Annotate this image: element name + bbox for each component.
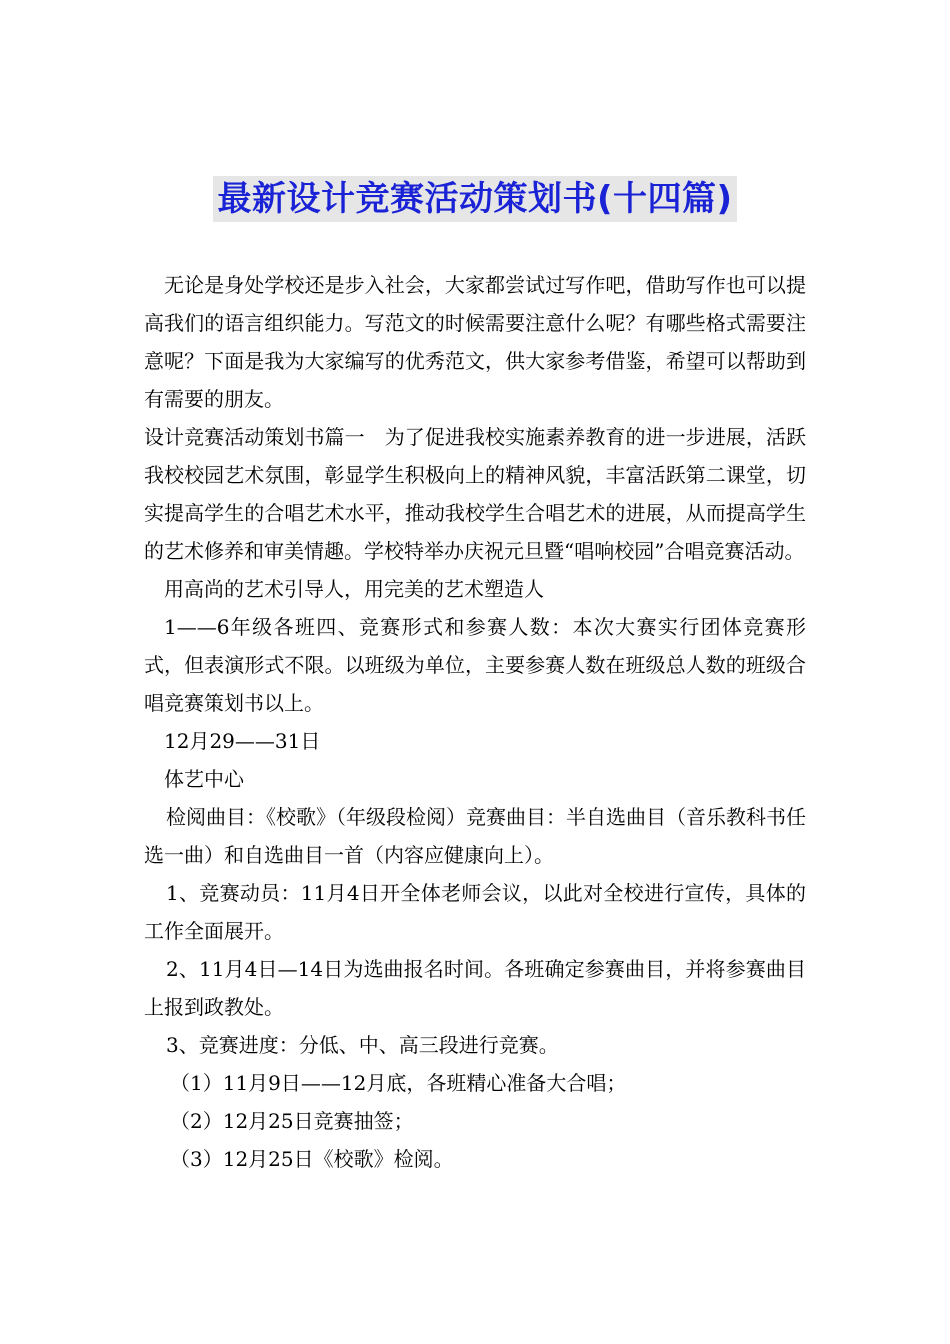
step-three-paragraph: 3、竞赛进度：分低、中、高三段进行竞赛。 <box>166 1033 559 1057</box>
intro-paragraph: 无论是身处学校还是步入社会，大家都尝试过写作吧，借助写作也可以提高我们的语言组织能力。写范文的时候需要注意什么呢？有哪些格式需要注意呢？下面是我为大家编写的优秀范文，供大家参考借鉴，希望可以帮助到有需要的朋友。 <box>144 273 806 411</box>
title-container <box>0 176 950 222</box>
schedule-item-3: （3）12月25日《校歌》检阅。 <box>170 1147 454 1171</box>
repertoire-paragraph: 检阅曲目：《校歌》（年级段检阅）竞赛曲目：半自选曲目（音乐教科书任选一曲）和自选曲目一首（内容应健康向上）。 <box>144 805 806 867</box>
document-body <box>144 266 806 1178</box>
document-title: 最新设计竞赛活动策划书(十四篇) <box>213 176 736 222</box>
date-paragraph: 12月29——31日 <box>164 729 321 753</box>
step-one-paragraph: 1、竞赛动员：11月4日开全体老师会议，以此对全校进行宣传，具体的工作全面展开。 <box>144 881 806 943</box>
schedule-item-2: （2）12月25日竞赛抽签； <box>170 1109 414 1133</box>
participants-paragraph: 1——6年级各班四、竞赛形式和参赛人数：本次大赛实行团体竞赛形式，但表演形式不限。以班级为单位，主要参赛人数在班级总人数的班级合唱竞赛策划书以上。 <box>144 615 806 715</box>
schedule-item-1: （1）11月9日——12月底，各班精心准备大合唱； <box>170 1071 627 1095</box>
section-one-paragraph: 设计竞赛活动策划书篇一 为了促进我校实施素养教育的进一步进展，活跃我校校园艺术氛围，彰显学生积极向上的精神风貌，丰富活跃第二课堂，切实提高学生的合唱艺术水平，推动我校学生合唱艺术的进展，从而提高学生的艺术修养和审美情趣。学校特举办庆祝元旦暨“唱响校园”合唱竞赛活动。 <box>144 425 806 563</box>
venue-paragraph: 体艺中心 <box>164 767 244 791</box>
step-two-paragraph: 2、11月4日—14日为选曲报名时间。各班确定参赛曲目，并将参赛曲目上报到政教处。 <box>144 957 806 1019</box>
slogan-paragraph: 用高尚的艺术引导人，用完美的艺术塑造人 <box>164 577 544 601</box>
